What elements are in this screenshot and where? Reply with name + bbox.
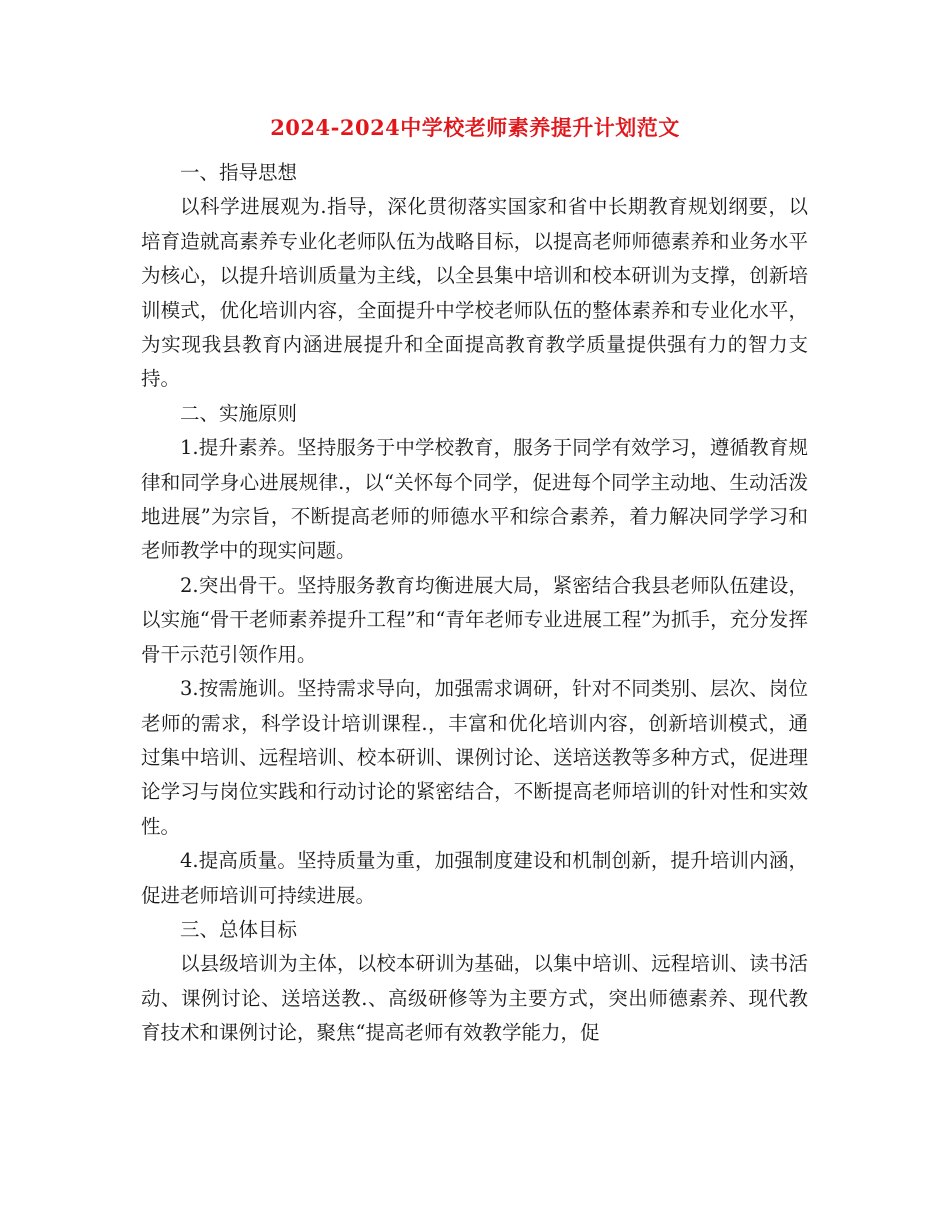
section-heading-overall-goal: 三、总体目标	[180, 917, 298, 941]
section-heading-guiding-ideology: 一、指导思想	[180, 161, 298, 184]
paragraph-principle-3: 3.按需施训。坚持需求导向，加强需求调研，针对不同类别、层次、岗位老师的需求，科学设计培训课程.，丰富和优化培训内容，创新培训模式，通过集中培训、远程培训、校本研训、课例讨论、送培送教等多种方式，促进理论学习与岗位实践和行动讨论的紧密结合，不断提高老师培训的针对性和实效性。	[141, 677, 808, 838]
paragraph-overall-goal: 以县级培训为主体，以校本研训为基础，以集中培训、远程培训、读书活动、课例讨论、送培送教.、高级研修等为主要方式，突出师德素养、现代教育技术和课例讨论，聚焦“提高老师有效教学能力，促	[141, 952, 808, 1045]
document-title: 2024-2024中学校老师素养提升计划范文	[270, 115, 680, 140]
section-heading-principles: 二、实施原则	[180, 401, 298, 425]
paragraph-principle-4: 4.提高质量。坚持质量为重，加强制度建设和机制创新，提升培训内涵，促进老师培训可持续进展。	[141, 849, 808, 907]
document-body	[141, 156, 808, 1051]
paragraph-principle-1: 1.提升素养。坚持服务于中学校教育，服务于同学有效学习，遵循教育规律和同学身心进展规律.，以“关怀每个同学，促进每个同学主动地、生动活泼地进展”为宗旨，不断提高老师的师德水平和综合素养，着力解决同学学习和老师教学中的现实问题。	[141, 436, 808, 563]
paragraph-guiding-ideology: 以科学进展观为.指导，深化贯彻落实国家和省中长期教育规划纲要，以培育造就高素养专业化老师队伍为战略目标，以提高老师师德素养和业务水平为核心，以提升培训质量为主线，以全县集中培训和校本研训为支撑，创新培训模式，优化培训内容，全面提升中学校老师队伍的整体素养和专业化水平，为实现我县教育内涵进展提升和全面提高教育教学质量提供强有力的智力支持。	[141, 195, 808, 391]
paragraph-principle-2: 2.突出骨干。坚持服务教育均衡进展大局，紧密结合我县老师队伍建设，以实施“骨干老师素养提升工程”和“青年老师专业进展工程”为抓手，充分发挥骨干示范引领作用。	[141, 573, 808, 666]
